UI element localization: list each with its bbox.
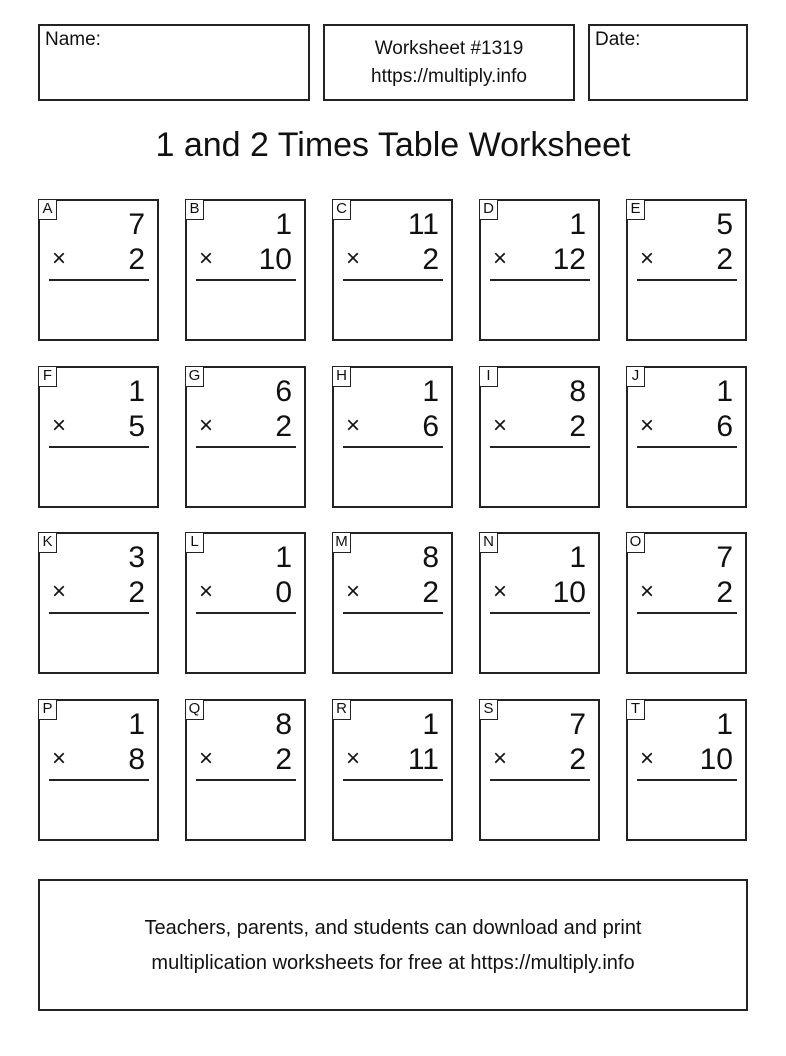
problem-letter: O: [626, 532, 645, 553]
multiplicand: 1: [128, 375, 145, 408]
answer-line: [49, 279, 149, 281]
answer-line: [196, 446, 296, 448]
date-field-box[interactable]: [588, 24, 748, 101]
multiplier: 10: [552, 576, 586, 609]
problem-letter: T: [626, 699, 645, 720]
answer-line: [490, 612, 590, 614]
problem-letter: S: [479, 699, 498, 720]
problem-letter: J: [626, 366, 645, 387]
answer-line: [637, 446, 737, 448]
problem-card[interactable]: [479, 366, 600, 508]
multiplier: 2: [422, 576, 439, 609]
problem-letter: D: [479, 199, 498, 220]
problem-letter: A: [38, 199, 57, 220]
answer-line: [490, 446, 590, 448]
multiplicand: 8: [569, 375, 586, 408]
answer-line: [343, 446, 443, 448]
worksheet-number: Worksheet #1319: [374, 38, 524, 59]
times-sign-icon: ×: [52, 578, 67, 605]
problem-card[interactable]: [626, 366, 747, 508]
multiplier: 2: [128, 576, 145, 609]
times-sign-icon: ×: [640, 412, 655, 439]
problem-card[interactable]: [626, 532, 747, 674]
problem-letter: N: [479, 532, 498, 553]
problem-letter: B: [185, 199, 204, 220]
problem-card[interactable]: [185, 366, 306, 508]
problem-letter: M: [332, 532, 351, 553]
multiplier: 2: [716, 243, 733, 276]
answer-line: [490, 279, 590, 281]
multiplier: 2: [275, 410, 292, 443]
multiplicand: 11: [407, 208, 439, 241]
times-sign-icon: ×: [640, 745, 655, 772]
times-sign-icon: ×: [199, 578, 214, 605]
multiplicand: 1: [275, 208, 292, 241]
problem-letter: F: [38, 366, 57, 387]
times-sign-icon: ×: [52, 745, 67, 772]
times-sign-icon: ×: [493, 578, 508, 605]
problem-card[interactable]: [479, 199, 600, 341]
multiplicand: 7: [569, 708, 586, 741]
times-sign-icon: ×: [199, 745, 214, 772]
problem-card[interactable]: [38, 366, 159, 508]
answer-line: [637, 279, 737, 281]
answer-line: [343, 779, 443, 781]
problem-card[interactable]: [332, 199, 453, 341]
problem-letter: L: [185, 532, 204, 553]
footer-box: [38, 879, 748, 1011]
answer-line: [49, 446, 149, 448]
answer-line: [49, 779, 149, 781]
multiplier: 6: [422, 410, 439, 443]
site-url: https://multiply.info: [371, 66, 527, 87]
times-sign-icon: ×: [640, 578, 655, 605]
problem-letter: E: [626, 199, 645, 220]
answer-line: [196, 612, 296, 614]
problem-card[interactable]: [626, 699, 747, 841]
problem-letter: R: [332, 699, 351, 720]
multiplicand: 7: [128, 208, 145, 241]
multiplier: 2: [422, 243, 439, 276]
worksheet-info-box: [323, 24, 575, 101]
problem-card[interactable]: [185, 532, 306, 674]
problem-letter: H: [332, 366, 351, 387]
multiplicand: 8: [422, 541, 439, 574]
multiplier: 2: [128, 243, 145, 276]
times-sign-icon: ×: [346, 245, 361, 272]
name-label: Name:: [45, 29, 101, 50]
times-sign-icon: ×: [52, 245, 67, 272]
multiplicand: 1: [716, 375, 733, 408]
answer-line: [637, 779, 737, 781]
answer-line: [343, 612, 443, 614]
problem-letter: K: [38, 532, 57, 553]
times-sign-icon: ×: [346, 745, 361, 772]
multiplier: 8: [128, 743, 145, 776]
multiplicand: 1: [569, 208, 586, 241]
problem-card[interactable]: [38, 532, 159, 674]
multiplier: 10: [258, 243, 292, 276]
problem-letter: C: [332, 199, 351, 220]
page-title: 1 and 2 Times Table Worksheet: [155, 126, 631, 164]
times-sign-icon: ×: [199, 245, 214, 272]
times-sign-icon: ×: [493, 745, 508, 772]
problem-card[interactable]: [479, 699, 600, 841]
answer-line: [637, 612, 737, 614]
multiplier: 2: [716, 576, 733, 609]
times-sign-icon: ×: [346, 412, 361, 439]
multiplicand: 8: [275, 708, 292, 741]
problem-letter: G: [185, 366, 204, 387]
times-sign-icon: ×: [52, 412, 67, 439]
multiplicand: 1: [422, 375, 439, 408]
answer-line: [49, 612, 149, 614]
multiplicand: 5: [716, 208, 733, 241]
multiplier: 2: [275, 743, 292, 776]
times-sign-icon: ×: [199, 412, 214, 439]
multiplier: 10: [699, 743, 733, 776]
multiplicand: 1: [422, 708, 439, 741]
times-sign-icon: ×: [493, 245, 508, 272]
problem-card[interactable]: [185, 699, 306, 841]
name-field-box[interactable]: [38, 24, 310, 101]
multiplier: 2: [569, 410, 586, 443]
answer-line: [490, 779, 590, 781]
times-sign-icon: ×: [640, 245, 655, 272]
answer-line: [343, 279, 443, 281]
multiplicand: 3: [128, 541, 145, 574]
answer-line: [196, 279, 296, 281]
multiplicand: 7: [716, 541, 733, 574]
date-label: Date:: [595, 29, 641, 50]
problem-card[interactable]: [479, 532, 600, 674]
problem-letter: Q: [185, 699, 204, 720]
problem-card[interactable]: [38, 199, 159, 341]
multiplier: 12: [552, 243, 586, 276]
multiplier: 2: [569, 743, 586, 776]
multiplier: 5: [128, 410, 145, 443]
footer-line-1: Teachers, parents, and students can download and print: [144, 917, 642, 939]
multiplicand: 1: [275, 541, 292, 574]
times-sign-icon: ×: [493, 412, 508, 439]
footer-line-2: multiplication worksheets for free at https://multiply.info: [151, 952, 635, 974]
times-sign-icon: ×: [346, 578, 361, 605]
multiplier: 0: [275, 576, 292, 609]
multiplicand: 1: [128, 708, 145, 741]
problem-card[interactable]: [332, 699, 453, 841]
problem-letter: I: [479, 366, 498, 387]
multiplicand: 1: [716, 708, 733, 741]
multiplier: 6: [716, 410, 733, 443]
problem-card[interactable]: [38, 699, 159, 841]
problem-card[interactable]: [332, 532, 453, 674]
answer-line: [196, 779, 296, 781]
problem-card[interactable]: [332, 366, 453, 508]
multiplicand: 6: [275, 375, 292, 408]
problem-letter: P: [38, 699, 57, 720]
problem-card[interactable]: [185, 199, 306, 341]
problem-card[interactable]: [626, 199, 747, 341]
multiplicand: 1: [569, 541, 586, 574]
multiplier: 11: [407, 743, 439, 776]
